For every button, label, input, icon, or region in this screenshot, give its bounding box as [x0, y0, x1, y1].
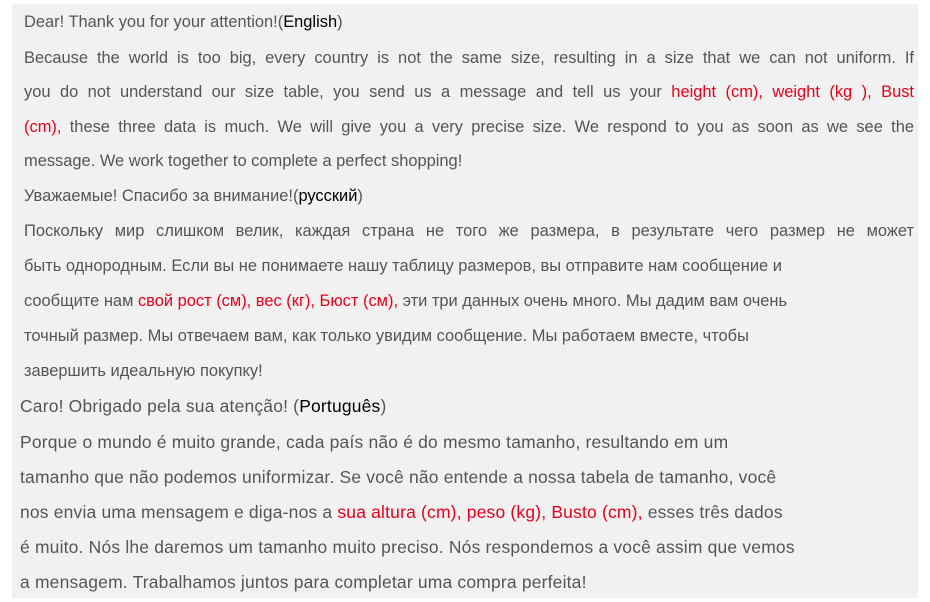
- english-language-label: English: [283, 13, 338, 31]
- portuguese-greeting-close: ): [380, 396, 387, 416]
- russian-paragraph-line-1: Поскольку мир слишком велик, каждая страна не того же размера, в результате чего размер не может: [24, 222, 914, 240]
- english-line-2-text: you do not understand our size table, you send us a message and tell us your: [24, 83, 672, 101]
- russian-highlight-measurements: свой рост (см), вес (кг), Бюст (см),: [137, 292, 399, 310]
- russian-greeting-text: Уважаемые! Спасибо за внимание!(: [24, 187, 299, 205]
- english-highlight-measurements: height (cm), weight (kg ), Bust: [671, 83, 915, 101]
- english-paragraph-line-2: [24, 84, 914, 100]
- portuguese-paragraph-line-1: Porque o mundo é muito grande, cada país não é do mesmo tamanho, resultando em um: [20, 432, 729, 452]
- english-highlight-bust: (cm),: [24, 118, 62, 136]
- russian-line-3-text: сообщите нам: [24, 292, 138, 310]
- portuguese-greeting-text: Caro! Obrigado pela sua atenção! (: [20, 396, 300, 416]
- russian-greeting-close: ): [357, 187, 363, 205]
- russian-paragraph-line-2: быть однородным. Если вы не понимаете нашу таблицу размеров, вы отправите нам сообщение и: [24, 257, 782, 275]
- russian-paragraph-line-5: завершить идеальную покупку!: [24, 362, 263, 380]
- russian-language-label: русский: [298, 187, 358, 205]
- portuguese-paragraph-line-2: tamanho que não podemos uniformizar. Se você não entende a nossa tabela de tamanho, você: [20, 467, 777, 487]
- size-notice-panel: [12, 4, 918, 598]
- russian-line-3-text-end: эти три данных очень много. Мы дадим вам очень: [398, 292, 788, 310]
- english-greeting-close: ): [337, 13, 343, 31]
- english-paragraph-line-3: [24, 119, 914, 135]
- portuguese-line-3-text: nos envia uma mensagem e diga-nos a: [20, 502, 338, 522]
- portuguese-highlight-measurements: sua altura (cm), peso (kg), Busto (cm),: [337, 502, 643, 522]
- english-greeting: [24, 14, 914, 30]
- portuguese-paragraph-line-3: [20, 504, 914, 521]
- portuguese-greeting: [20, 398, 914, 415]
- english-paragraph-line-1: Because the world is too big, every country is not the same size, resulting in a size that we can not uniform. If: [24, 49, 914, 67]
- portuguese-line-3-text-end: esses três dados: [642, 502, 783, 522]
- portuguese-paragraph-line-5: a mensagem. Trabalhamos juntos para completar uma compra perfeita!: [20, 572, 587, 592]
- english-line-3-text: these three data is much. We will give you a very precise size. We respond to you as soon as we see the: [61, 118, 914, 136]
- russian-greeting: [24, 188, 914, 204]
- english-greeting-text: Dear! Thank you for your attention!(: [24, 13, 284, 31]
- russian-paragraph-line-4: точный размер. Мы отвечаем вам, как только увидим сообщение. Мы работаем вместе, чтобы: [24, 327, 749, 345]
- russian-paragraph-line-3: [24, 293, 914, 309]
- portuguese-paragraph-line-4: é muito. Nós lhe daremos um tamanho muito preciso. Nós respondemos a você assim que vemos: [20, 537, 795, 557]
- english-paragraph-line-4: message. We work together to complete a perfect shopping!: [24, 152, 463, 170]
- portuguese-language-label: Português: [299, 396, 381, 416]
